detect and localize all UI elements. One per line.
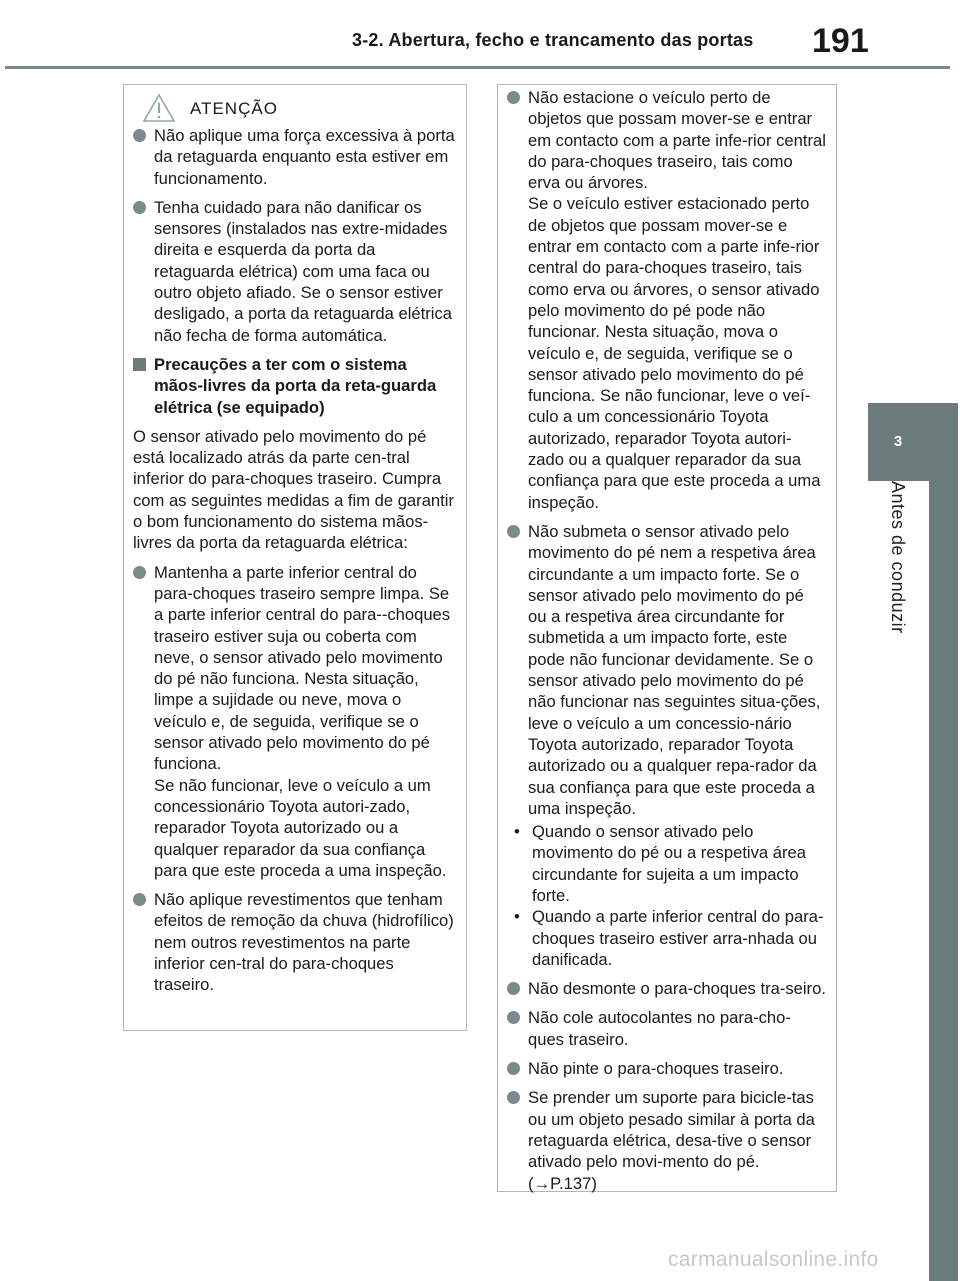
- bullet-dot-icon: [507, 1062, 520, 1075]
- warning-header: [124, 91, 466, 121]
- list-item-text: Não cole autocolantes no para-cho-ques traseiro.: [528, 1008, 791, 1049]
- warning-triangle-icon: [142, 93, 176, 123]
- warning-title: ATENÇÃO: [190, 99, 278, 118]
- watermark: carmanualsonline.info: [668, 1248, 879, 1271]
- chapter-title: Antes de conduzir: [888, 481, 908, 634]
- chapter-label: [867, 481, 929, 1281]
- list-item-text: Não desmonte o para-choques tra-seiro.: [528, 979, 826, 999]
- bullet-dot-icon: [507, 1091, 520, 1104]
- warning-box: [123, 84, 467, 1031]
- list-item: [507, 1058, 826, 1079]
- chapter-side-bar: [929, 481, 958, 1281]
- chapter-number: 3: [893, 433, 903, 450]
- list-item: [133, 889, 456, 995]
- bullet-dot-icon: [507, 1011, 520, 1024]
- subheading-text: Precauções a ter com o sistema mãos-livres da porta da reta-guarda elétrica (se equipado): [154, 354, 437, 417]
- list-item: [507, 521, 826, 819]
- list-item-text: Se o veículo estiver estacionado perto de objetos que possam mover-se e entrar em contacto com a parte infe-rior central do para-choques traseiro, tais como erva ou árvores, o sensor ativado pelo movimento do pé pode não funcionar. Nesta situação, mova o veículo e, de seguida, verifique se o sensor ativado pelo movimento do pé funciona. Se não funcionar, leve o veí-culo a um concessionário Toyota autorizado, reparador Toyota autori-zado ou a qualquer reparador da sua confiança para que este proceda a uma inspeção.: [528, 194, 821, 512]
- intro-paragraph: O sensor ativado pelo movimento do pé está localizado atrás da parte cen-tral inferior do para-choques traseiro. Cumpra com as seguintes medidas a fim de garantir o bom funcionamento do sistema mãos-livres da porta da retaguarda elétrica:: [133, 426, 454, 553]
- bullet-dot-icon: [507, 91, 520, 104]
- list-item: [507, 978, 826, 999]
- list-item-text: Se prender um suporte para bicicle-tas ou um objeto pesado similar à porta da retaguarda elétrica, desa-tive o sensor ativado pelo movi-mento do pé. (→P.137): [528, 1088, 815, 1193]
- list-item: [133, 125, 456, 189]
- bullet-dot-icon: [133, 566, 146, 579]
- list-item-text: Não submeta o sensor ativado pelo movimento do pé nem a respetiva área circundante a um impacto forte. Se o sensor ativado pelo movimento do pé ou a respetiva área circundante for submetida a um impacto forte, este pode não funcionar devidamente. Se o sensor ativado pelo movimento do pé não funcionar nas seguintes situa-ções, leve o veículo a um concessio-nário Toyota autorizado, reparador Toyota autorizado ou a qualquer repa-rador da sua confiança para que este proceda a uma inspeção.: [528, 521, 821, 818]
- sub-list: [507, 821, 826, 970]
- sub-bullet: •: [514, 822, 520, 842]
- list-item-continuation: [133, 775, 456, 881]
- list-item-continuation: [507, 193, 826, 512]
- sub-list-item-text: Quando a parte inferior central do para-choques traseiro estiver arra-nhada ou danificada.: [532, 907, 824, 969]
- chapter-tab: [868, 403, 958, 481]
- list-item-text: Se não funcionar, leve o veículo a um concessionário Toyota autori-zado, reparador Toyota autorizado ou a qualquer reparador da sua confiança para que este proceda a uma inspeção.: [154, 775, 447, 880]
- sub-bullet: •: [514, 907, 520, 927]
- list-item-text: Não aplique revestimentos que tenham efeitos de remoção da chuva (hidrofílico) nem outros revestimentos na parte inferior cen-tral do para-choques traseiro.: [154, 890, 454, 995]
- page-header: [0, 0, 960, 70]
- bullet-dot-icon: [507, 982, 520, 995]
- sub-list-item: [507, 821, 826, 906]
- sub-list-item-text: Quando o sensor ativado pelo movimento do pé ou a respetiva área circundante for sujeita a um impacto forte.: [532, 822, 806, 905]
- header-rule: [5, 66, 950, 69]
- bullet-dot-icon: [133, 201, 146, 214]
- list-item: [507, 1087, 826, 1193]
- bullet-dot-icon: [133, 129, 146, 142]
- list-item-text: Não pinte o para-choques traseiro.: [528, 1059, 784, 1079]
- bullet-dot-icon: [507, 525, 520, 538]
- section-title: 3-2. Abertura, fecho e trancamento das portas: [352, 30, 754, 50]
- subheading: [133, 354, 456, 418]
- list-item-text: Tenha cuidado para não danificar os sensores (instalados nas extre-midades direita e esquerda da porta da retaguarda elétrica) com uma faca ou outro objeto afiado. Se o sensor estiver desligado, a porta da retaguarda elétrica não fecha de forma automática.: [154, 197, 452, 345]
- sub-list-item: [507, 906, 826, 970]
- list-item: [507, 87, 826, 193]
- list-item: [133, 197, 456, 346]
- list-item-text: Não estacione o veículo perto de objetos que possam mover-se e entrar em contacto com a parte infe-rior central do para-choques traseiro, tais como erva ou árvores.: [528, 88, 826, 193]
- warning-box-continued: [497, 84, 837, 1192]
- list-item: [133, 562, 456, 775]
- square-bullet-icon: [133, 358, 146, 371]
- bullet-dot-icon: [133, 893, 146, 906]
- page-number: 191: [812, 22, 869, 60]
- list-item: [507, 1007, 826, 1050]
- list-item-text: Mantenha a parte inferior central do para-choques traseiro sempre limpa. Se a parte inferior central do para--choques traseiro estiver suja ou coberta com neve, o sensor ativado pelo movimento do pé não funciona. Nesta situação, limpe a sujidade ou neve, mova o veículo e, de seguida, verifique se o sensor ativado pelo movimento do pé funciona.: [154, 562, 451, 774]
- list-item-text: Não aplique uma força excessiva à porta da retaguarda enquanto esta estiver em funcionamento.: [154, 126, 455, 188]
